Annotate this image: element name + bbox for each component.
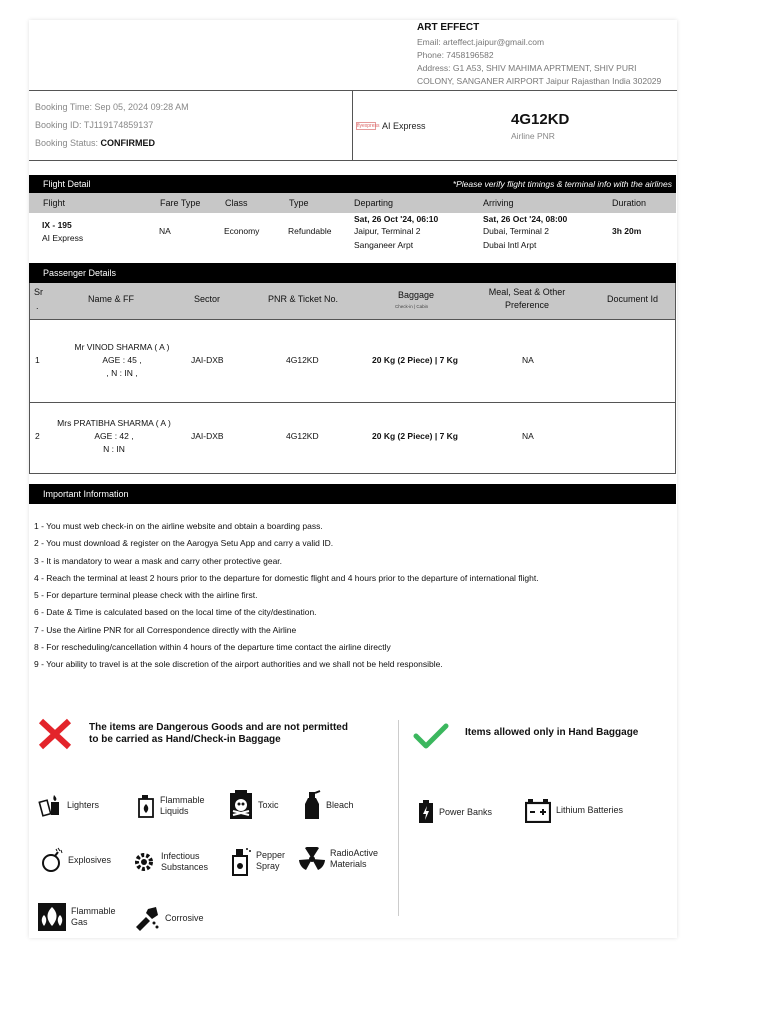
toxic-label: Toxic	[258, 799, 279, 810]
passenger-name: Mr VINOD SHARMA ( A )	[74, 342, 170, 352]
lighters-label: Lighters	[67, 799, 100, 810]
flammable-gas-label-2: Gas	[71, 917, 88, 927]
flight-detail-bar	[29, 175, 676, 193]
col-name: Name & FF	[88, 294, 135, 304]
booking-divider	[352, 91, 353, 161]
agency-address-line2: COLONY, SANGANER AIRPORT Jaipur Rajasthan India 302029	[417, 76, 662, 86]
flight-detail-note: *Please verify flight timings & terminal info with the airlines	[452, 179, 672, 189]
passenger-sr: 2	[35, 431, 40, 441]
info-item: 4 - Reach the terminal at least 2 hours prior to the departure for domestic flight and 4 hours prior to the departure of international flight.	[34, 572, 539, 583]
col-class: Class	[225, 198, 248, 208]
goods-divider	[398, 720, 399, 916]
flammable-liquids-item	[137, 794, 205, 818]
lithium-batteries-label: Lithium Batteries	[556, 804, 624, 815]
prohibited-title-line1: The items are Dangerous Goods and are not permitted	[89, 722, 348, 733]
booking-status	[35, 134, 351, 152]
dangerous-goods-panel	[29, 700, 677, 938]
col-sector: Sector	[194, 294, 221, 304]
col-duration: Duration	[612, 198, 647, 208]
important-info-bar	[29, 484, 676, 504]
bleach-label: Bleach	[326, 799, 354, 810]
important-info-title: Important Information	[43, 489, 129, 499]
power-banks-label: Power Banks	[439, 806, 493, 817]
passenger-sector: JAI-DXB	[191, 355, 224, 365]
corrosive-icon	[134, 905, 160, 931]
info-item: 2 - You must download & register on the Aarogya Setu App and carry a valid ID.	[34, 538, 334, 549]
airline-pnr	[511, 111, 569, 141]
radioactive-label-1: RadioActive	[330, 848, 379, 858]
radioactive-item	[299, 847, 378, 871]
passenger-sector: JAI-DXB	[191, 431, 224, 441]
power-bank-icon	[418, 800, 434, 824]
flammable-gas-label-1: Flammable	[71, 906, 116, 916]
passenger-meal: NA	[522, 355, 534, 365]
radioactive-label-2: Materials	[330, 859, 367, 869]
row-separator	[30, 319, 675, 320]
col-departing: Departing	[354, 198, 394, 208]
departure-airport: Sanganeer Arpt	[354, 240, 414, 250]
biohazard-icon	[132, 850, 156, 874]
flammable-gas-icon	[38, 903, 66, 931]
toxic-icon	[229, 790, 253, 820]
flight-table-header	[29, 193, 676, 213]
lighter-icon	[38, 792, 62, 818]
pepper-spray-label-2: Spray	[256, 861, 280, 871]
pepper-spray-item	[231, 846, 285, 876]
col-document: Document Id	[607, 294, 659, 304]
col-sr-dot: .	[36, 301, 39, 311]
flight-number: IX - 195	[42, 220, 72, 230]
explosives-label: Explosives	[68, 854, 112, 865]
toxic-item	[229, 790, 279, 820]
lighters-item	[38, 792, 99, 818]
passenger-age: AGE : 45 ,	[102, 355, 142, 365]
refund-type: Refundable	[288, 226, 332, 236]
col-arriving: Arriving	[483, 198, 514, 208]
arrival-terminal: Dubai, Terminal 2	[483, 226, 549, 236]
passenger-table	[29, 283, 676, 474]
col-baggage-sub: Check-in | Cabin	[395, 304, 429, 309]
airline-name: AI Express	[382, 121, 426, 131]
info-item: 6 - Date & Time is calculated based on the local time of the city/destination.	[34, 607, 317, 618]
passenger-pnr: 4G12KD	[286, 431, 319, 441]
row-separator	[30, 402, 675, 403]
infectious-label-1: Infectious	[161, 851, 200, 861]
passenger-extra: N : IN	[103, 444, 125, 454]
passenger-age: AGE : 42 ,	[94, 431, 134, 441]
booking-details	[35, 98, 351, 152]
passenger-extra: , N : IN ,	[106, 368, 138, 378]
allowed-title: Items allowed only in Hand Baggage	[465, 727, 639, 738]
agency-phone: Phone: 7458196582	[417, 50, 494, 60]
fare-type: NA	[159, 226, 171, 236]
pnr-label: Airline PNR	[511, 131, 555, 141]
radioactive-icon	[299, 847, 325, 871]
prohibited-title-line2: to be carried as Hand/Check-in Baggage	[89, 734, 281, 745]
explosives-item	[41, 847, 111, 873]
check-icon	[413, 722, 449, 750]
passenger-sr: 1	[35, 355, 40, 365]
corrosive-label: Corrosive	[165, 912, 204, 923]
cross-icon	[38, 718, 72, 750]
flight-row	[29, 213, 676, 263]
explosive-icon	[41, 847, 63, 873]
pnr-code: 4G12KD	[511, 111, 570, 128]
agency-email: Email: arteffect.jaipur@gmail.com	[417, 37, 545, 47]
battery-icon	[525, 797, 551, 823]
info-item: 8 - For rescheduling/cancellation within 4 hours of the departure time contact the airline directly	[34, 642, 391, 653]
passenger-meal: NA	[522, 431, 534, 441]
booking-time: Booking Time: Sep 05, 2024 09:28 AM	[35, 102, 189, 112]
col-meal-2: Preference	[504, 300, 550, 310]
passenger-baggage: 20 Kg (2 Piece) | 7 Kg	[372, 355, 458, 365]
booking-status-value: CONFIRMED	[100, 138, 156, 148]
prohibited-title	[89, 722, 348, 746]
airline-info	[356, 121, 426, 131]
infectious-label-2: Substances	[161, 862, 209, 872]
flight-airline: AI Express	[42, 233, 84, 243]
agency-info	[417, 22, 675, 88]
info-item: 9 - Your ability to travel is at the sole discretion of the airport authorities and we shall not be held responsible.	[34, 659, 443, 670]
flammable-gas-item	[38, 903, 116, 931]
info-item: 3 - It is mandatory to wear a mask and carry other protective gear.	[34, 555, 283, 566]
flammable-liquid-icon	[137, 794, 155, 818]
travel-class: Economy	[224, 226, 260, 236]
arrival-airport: Dubai Intl Arpt	[483, 240, 537, 250]
booking-info	[29, 91, 677, 161]
info-item: 1 - You must web check-in on the airline website and obtain a boarding pass.	[34, 521, 323, 531]
col-flight: Flight	[43, 198, 66, 208]
passenger-details-title: Passenger Details	[43, 268, 117, 278]
important-info-list	[34, 518, 674, 674]
bleach-icon	[303, 790, 321, 820]
booking-id: Booking ID: TJ119174859137	[35, 120, 154, 130]
agency-name: ART EFFECT	[417, 22, 480, 33]
booking-status-label: Booking Status:	[35, 138, 101, 148]
corrosive-item	[134, 905, 204, 931]
col-baggage: Baggage	[398, 290, 435, 300]
col-fare-type: Fare Type	[160, 198, 201, 208]
col-sr: Sr	[34, 287, 43, 297]
e-ticket-sheet	[29, 20, 677, 938]
airline-logo: flyexpress	[357, 123, 380, 129]
col-type: Type	[289, 198, 309, 208]
info-item: 5 - For departure terminal please check with the airline first.	[34, 590, 258, 601]
agency-address-line1: Address: G1 A53, SHIV MAHIMA APRTMENT, SHIV PURI	[417, 63, 637, 73]
pepper-spray-icon	[231, 846, 251, 876]
pepper-spray-label-1: Pepper	[256, 850, 286, 860]
departure-time: Sat, 26 Oct '24, 06:10	[354, 214, 439, 224]
departure-terminal: Jaipur, Terminal 2	[354, 226, 421, 236]
lithium-batteries-item	[525, 797, 623, 823]
passenger-pnr: 4G12KD	[286, 355, 319, 365]
col-pnr-ticket: PNR & Ticket No.	[268, 294, 339, 304]
bleach-item	[303, 790, 354, 820]
arrival-time: Sat, 26 Oct '24, 08:00	[483, 214, 568, 224]
passenger-name: Mrs PRATIBHA SHARMA ( A )	[57, 418, 171, 428]
power-banks-item	[418, 800, 492, 824]
flight-duration: 3h 20m	[612, 226, 642, 236]
flammable-liquids-label-1: Flammable	[160, 795, 205, 805]
info-item: 7 - Use the Airline PNR for all Correspondence directly with the Airline	[34, 624, 297, 635]
col-meal: Meal, Seat & Other	[488, 287, 566, 297]
passenger-details-bar	[29, 263, 676, 283]
flammable-liquids-label-2: Liquids	[160, 806, 189, 816]
flight-detail-title: Flight Detail	[43, 179, 91, 189]
passenger-baggage: 20 Kg (2 Piece) | 7 Kg	[372, 431, 458, 441]
infectious-item	[132, 850, 208, 874]
